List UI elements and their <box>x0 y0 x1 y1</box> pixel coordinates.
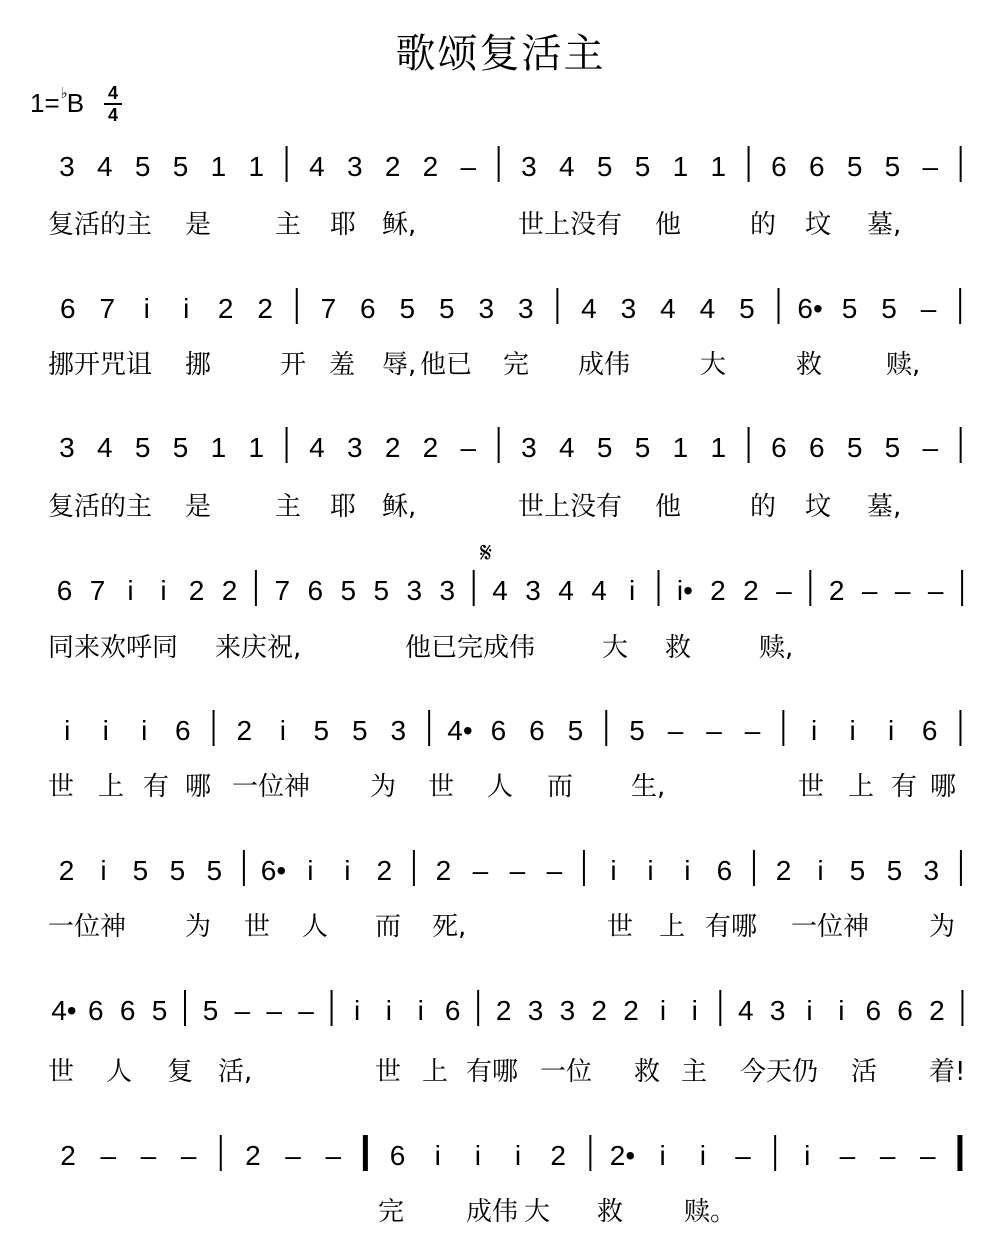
note-numeral: 5 <box>132 855 149 886</box>
lyric-text: 是 <box>185 210 212 240</box>
note-numeral: 5 <box>846 151 863 182</box>
lyric-text: 救 <box>634 1057 661 1087</box>
note-numeral: i <box>811 715 818 746</box>
lyric-text: 主 <box>275 492 302 522</box>
note-numeral: 1 <box>710 432 727 463</box>
lyric-text: 羞 <box>329 350 356 380</box>
lyric-text: 人 <box>106 1057 133 1087</box>
hold-dash: – <box>298 995 314 1026</box>
note-numeral: 3 <box>559 995 576 1026</box>
hold-dash: – <box>920 1140 936 1171</box>
lyric-text: 为 <box>185 912 212 942</box>
hold-dash: – <box>472 855 489 886</box>
lyric-text: 哪 <box>930 772 957 802</box>
note-numeral: i <box>817 855 824 886</box>
lyric-text: 坟 <box>805 492 832 522</box>
hold-dash: – <box>706 715 722 746</box>
hold-dash: – <box>234 995 251 1026</box>
note-numeral: i <box>100 855 107 886</box>
note-numeral: 5 <box>849 855 866 886</box>
note-numeral: 6• <box>797 293 823 324</box>
hold-dash: – <box>927 575 944 606</box>
note-numeral: i <box>610 855 617 886</box>
note-numeral: 5 <box>739 293 755 324</box>
lyric-text: 同来欢呼同 <box>48 633 179 663</box>
hold-dash: – <box>266 995 283 1026</box>
note-numeral: i <box>699 1140 706 1171</box>
note-numeral: 5 <box>841 293 858 324</box>
lyric-text: 救 <box>597 1197 624 1227</box>
note-numeral: 3 <box>406 575 423 606</box>
lyric-text: 他 <box>655 492 682 522</box>
note-numeral: 4 <box>492 575 508 606</box>
note-numeral: i <box>849 715 856 746</box>
note-numeral: 6 <box>444 995 461 1026</box>
note-numeral: 3 <box>59 151 75 182</box>
hold-dash: – <box>839 1140 856 1171</box>
note-numeral: i• <box>676 575 693 606</box>
lyric-text: 大 <box>602 633 629 663</box>
note-numeral: 3 <box>518 293 534 324</box>
note-numeral: 3 <box>769 995 786 1026</box>
lyric-text: 挪开咒诅 <box>48 350 153 380</box>
lyric-text: 有哪 <box>705 912 758 942</box>
note-numeral: 4 <box>559 432 575 463</box>
note-numeral: i <box>647 855 654 886</box>
lyric-text: 活 <box>851 1057 878 1087</box>
hold-dash: – <box>894 575 911 606</box>
note-numeral: 6 <box>529 715 545 746</box>
note-numeral: 3 <box>59 432 75 463</box>
note-numeral: 5 <box>629 715 645 746</box>
note-numeral: 7 <box>274 575 291 606</box>
note-numeral: 1 <box>248 151 265 182</box>
note-numeral: 4 <box>558 575 574 606</box>
lyric-text: 的 <box>750 492 777 522</box>
note-numeral: i <box>628 575 636 606</box>
lyric-text: 成伟 <box>578 350 631 380</box>
note-numeral: 2 <box>710 575 726 606</box>
note-numeral: i <box>64 715 71 746</box>
lyric-text: 他已 <box>420 350 473 380</box>
note-numeral: 5 <box>134 432 151 463</box>
note-numeral: i <box>474 1140 481 1171</box>
lyric-text: 救 <box>796 350 823 380</box>
lyric-text: 世上没有 <box>518 210 623 240</box>
time-signature-bottom: 4 <box>107 105 118 125</box>
note-numeral: 5 <box>373 575 390 606</box>
note-numeral: 2 <box>623 995 639 1026</box>
note-numeral: 3 <box>521 432 537 463</box>
lyric-text: 完 <box>503 350 530 380</box>
note-numeral: 3 <box>478 293 495 324</box>
lyric-text: 世 <box>798 772 825 802</box>
note-numeral: 2 <box>376 855 393 886</box>
note-numeral: 5 <box>340 575 357 606</box>
note-numeral: i <box>143 293 150 324</box>
note-numeral: i <box>684 855 691 886</box>
note-numeral: 4 <box>559 151 575 182</box>
lyric-text: 生, <box>631 772 666 802</box>
lyric-text: 世 <box>375 1057 402 1087</box>
note-numeral: 6 <box>56 575 73 606</box>
note-numeral: 1 <box>672 151 689 182</box>
lyric-text: 有 <box>891 772 918 802</box>
hold-dash: – <box>460 432 477 463</box>
lyric-text: 墓, <box>867 492 902 522</box>
lyric-text: 一位神 <box>232 772 311 802</box>
lyric-text: 复活的主 <box>48 210 153 240</box>
note-numeral: 5 <box>172 151 189 182</box>
lyric-text: 一位 <box>540 1057 593 1087</box>
note-numeral: i <box>385 995 393 1026</box>
hold-dash: – <box>861 575 878 606</box>
note-numeral: 3 <box>923 855 940 886</box>
hold-dash: – <box>922 151 939 182</box>
note-numeral: 6 <box>174 715 191 746</box>
note-numeral: 4 <box>309 151 325 182</box>
note-numeral: 2 <box>384 151 401 182</box>
note-numeral: 5 <box>886 855 903 886</box>
note-numeral: 2 <box>743 575 759 606</box>
lyric-text: 世 <box>428 772 455 802</box>
note-numeral: i <box>353 995 361 1026</box>
lyric-text: 大 <box>700 350 727 380</box>
hold-dash: – <box>744 715 761 746</box>
note-numeral: 6 <box>59 293 76 324</box>
note-numeral: 1 <box>248 432 265 463</box>
lyric-text: 死, <box>432 912 467 942</box>
hold-dash: – <box>180 1140 197 1171</box>
note-numeral: 2• <box>609 1140 636 1171</box>
note-numeral: 4 <box>97 432 113 463</box>
note-numeral: 1 <box>672 432 689 463</box>
lyric-text: 挪 <box>185 350 212 380</box>
note-numeral: i <box>160 575 167 606</box>
note-numeral: 6 <box>921 715 938 746</box>
lyric-text: 成伟 <box>466 1197 519 1227</box>
lyric-text: 人 <box>302 912 329 942</box>
lyric-text: 主 <box>275 210 302 240</box>
lyric-text: 世 <box>48 772 75 802</box>
note-numeral: i <box>888 715 895 746</box>
note-numeral: 6 <box>808 151 825 182</box>
lyric-text: 是 <box>185 492 212 522</box>
note-numeral: i <box>691 995 698 1026</box>
lyric-text: 而 <box>547 772 574 802</box>
note-numeral: i <box>102 715 109 746</box>
note-numeral: 5 <box>352 715 368 746</box>
lyric-text: 完 <box>378 1197 405 1227</box>
note-numeral: 6• <box>260 855 287 886</box>
hold-dash: – <box>667 715 684 746</box>
note-numeral: 5 <box>439 293 455 324</box>
segno-icon: 𝄋 <box>479 537 493 568</box>
hold-dash: – <box>546 855 563 886</box>
note-numeral: 2 <box>495 995 512 1026</box>
lyric-text: 活, <box>218 1057 253 1087</box>
note-numeral: 4 <box>581 293 597 324</box>
note-numeral: 5 <box>206 855 223 886</box>
lyric-text: 主 <box>681 1057 708 1087</box>
note-numeral: i <box>344 855 351 886</box>
lyric-text: 大 <box>524 1197 551 1227</box>
lyric-text: 一位神 <box>791 912 870 942</box>
note-numeral: 2 <box>58 855 75 886</box>
note-numeral: 2 <box>591 995 608 1026</box>
note-numeral: 5 <box>846 432 863 463</box>
note-numeral: 2 <box>217 293 234 324</box>
key-prefix: 1= <box>30 88 60 118</box>
note-numeral: 6 <box>307 575 324 606</box>
note-numeral: 2 <box>384 432 401 463</box>
note-numeral: 6 <box>771 151 787 182</box>
note-numeral: 3 <box>346 432 363 463</box>
note-numeral: 7 <box>320 293 337 324</box>
flat-sign-icon: ♭ <box>60 85 68 102</box>
lyric-text: 他 <box>655 210 682 240</box>
note-numeral: 5 <box>596 151 613 182</box>
hold-dash: – <box>879 1140 896 1171</box>
note-numeral: 4 <box>699 293 716 324</box>
note-numeral: 2 <box>245 1140 261 1171</box>
note-numeral: i <box>659 1140 666 1171</box>
note-numeral: 5 <box>881 293 897 324</box>
lyric-text: 为 <box>370 772 397 802</box>
note-numeral: 6 <box>490 715 507 746</box>
note-numeral: 2 <box>221 575 238 606</box>
hold-dash: – <box>460 151 477 182</box>
lyric-text: 耶 <box>330 492 357 522</box>
note-numeral: 6 <box>808 432 825 463</box>
note-numeral: 5 <box>399 293 416 324</box>
note-numeral: 3 <box>439 575 456 606</box>
staff-row-8 <box>60 1135 960 1171</box>
note-numeral: 3 <box>525 575 541 606</box>
lyric-text: 辱, <box>382 350 417 380</box>
lyric-text: 稣, <box>382 210 417 240</box>
lyric-text: 他已完成伟 <box>405 633 536 663</box>
note-numeral: 2 <box>422 432 439 463</box>
note-numeral: i <box>434 1140 441 1171</box>
hold-dash: – <box>325 1140 342 1171</box>
staff-row-2 <box>60 288 960 324</box>
note-numeral: 6 <box>88 995 104 1026</box>
note-numeral: 5 <box>169 855 186 886</box>
lyric-text: 上 <box>848 772 875 802</box>
lyric-text: 上 <box>422 1057 449 1087</box>
note-numeral: 2 <box>828 575 845 606</box>
lyric-text: 一位神 <box>48 912 127 942</box>
hold-dash: – <box>140 1140 157 1171</box>
staff-row-1 <box>59 146 960 182</box>
note-numeral: 4 <box>660 293 676 324</box>
lyric-text: 救 <box>665 633 692 663</box>
note-numeral: i <box>806 995 813 1026</box>
hold-dash: – <box>776 575 792 606</box>
note-numeral: 2 <box>236 715 253 746</box>
note-numeral: 2 <box>929 995 945 1026</box>
note-numeral: 5 <box>202 995 219 1026</box>
lyric-text: 稣, <box>382 492 417 522</box>
note-numeral: 2 <box>550 1140 566 1171</box>
hold-dash: – <box>100 1140 117 1171</box>
lyric-text: 坟 <box>805 210 832 240</box>
note-numeral: 2 <box>188 575 205 606</box>
note-numeral: 3 <box>390 715 407 746</box>
lyric-text: 世上没有 <box>518 492 623 522</box>
lyric-text: 人 <box>487 772 514 802</box>
note-numeral: 1 <box>210 432 227 463</box>
note-numeral: 7 <box>89 575 106 606</box>
note-numeral: 6 <box>389 1140 406 1171</box>
note-numeral: i <box>127 575 134 606</box>
note-numeral: i <box>417 995 424 1026</box>
lyric-text: 来庆祝, <box>215 633 302 663</box>
note-numeral: 5 <box>172 432 189 463</box>
note-numeral: i <box>279 715 286 746</box>
note-numeral: i <box>514 1140 522 1171</box>
hold-dash: – <box>509 855 526 886</box>
note-numeral: 6 <box>771 432 787 463</box>
hold-dash: – <box>920 293 937 324</box>
note-numeral: i <box>183 293 190 324</box>
lyric-text: 为 <box>929 912 956 942</box>
note-numeral: 3 <box>521 151 537 182</box>
note-numeral: 5 <box>596 432 613 463</box>
note-numeral: 7 <box>99 293 116 324</box>
note-numeral: 4 <box>97 151 113 182</box>
lyric-text: 赎, <box>886 350 921 380</box>
note-numeral: 4• <box>51 995 77 1026</box>
staff-row-4 <box>57 537 962 606</box>
lyric-text: 上 <box>659 912 686 942</box>
note-numeral: 5 <box>634 151 651 182</box>
note-numeral: 5 <box>567 715 584 746</box>
note-numeral: 6 <box>897 995 913 1026</box>
staff-row-5 <box>64 710 960 746</box>
lyric-text: 世 <box>48 1057 75 1087</box>
lyric-text: 今天仍 <box>740 1057 819 1087</box>
staff-row-6 <box>59 850 961 886</box>
note-numeral: 6 <box>119 995 136 1026</box>
lyric-text: 墓, <box>867 210 902 240</box>
note-numeral: 2 <box>775 855 792 886</box>
lyric-text: 有哪 <box>466 1057 519 1087</box>
staff-row-7 <box>51 990 962 1026</box>
note-numeral: 3 <box>346 151 363 182</box>
note-numeral: i <box>307 855 314 886</box>
note-numeral: 6 <box>360 293 376 324</box>
lyric-text: 世 <box>244 912 271 942</box>
lyric-text: 世 <box>607 912 634 942</box>
lyric-text: 复活的主 <box>48 492 153 522</box>
lyric-text: 耶 <box>330 210 357 240</box>
lyric-text: 着! <box>929 1057 966 1087</box>
note-numeral: 2 <box>60 1140 76 1171</box>
note-numeral: 6 <box>716 855 733 886</box>
lyric-text: 开 <box>280 350 307 380</box>
note-numeral: 4 <box>737 995 754 1026</box>
song-title: 歌颂复活主 <box>395 31 606 77</box>
note-numeral: 5 <box>313 715 330 746</box>
note-numeral: 5 <box>634 432 651 463</box>
note-numeral: 5 <box>884 151 901 182</box>
note-numeral: 1 <box>210 151 227 182</box>
hold-dash: – <box>735 1140 751 1171</box>
note-numeral: i <box>141 715 148 746</box>
note-numeral: 4• <box>447 715 473 746</box>
lyric-text: 的 <box>750 210 777 240</box>
note-numeral: 4 <box>591 575 607 606</box>
lyric-text: 赎。 <box>684 1197 737 1227</box>
lyric-text: 有 <box>143 772 170 802</box>
note-numeral: 3 <box>620 293 637 324</box>
note-numeral: 1 <box>710 151 727 182</box>
lyric-text: 哪 <box>185 772 212 802</box>
note-numeral: 5 <box>134 151 151 182</box>
lyric-text: 赎, <box>759 633 794 663</box>
note-numeral: i <box>804 1140 811 1171</box>
note-numeral: 4 <box>309 432 325 463</box>
note-numeral: i <box>659 995 667 1026</box>
lyric-text: 而 <box>375 912 402 942</box>
note-numeral: 5 <box>151 995 168 1026</box>
lyric-text: 上 <box>98 772 125 802</box>
note-numeral: 2 <box>257 293 273 324</box>
hold-dash: – <box>285 1140 301 1171</box>
time-signature-top: 4 <box>107 83 118 103</box>
note-numeral: 6 <box>865 995 882 1026</box>
key-note: B <box>66 88 85 118</box>
note-numeral: 3 <box>527 995 544 1026</box>
hold-dash: – <box>922 432 939 463</box>
note-numeral: 2 <box>435 855 452 886</box>
note-numeral: 5 <box>884 432 901 463</box>
note-numeral: i <box>838 995 845 1026</box>
note-numeral: 2 <box>422 151 439 182</box>
lyric-text: 复 <box>167 1057 194 1087</box>
staff-row-3 <box>59 427 960 463</box>
